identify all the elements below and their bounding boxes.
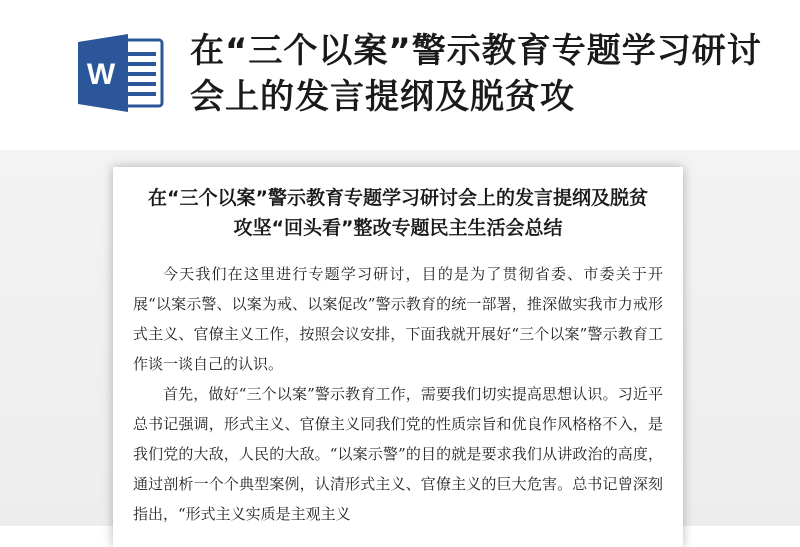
header xyxy=(0,0,800,150)
document-body xyxy=(133,259,663,529)
document-title: 在“三个以案”警示教育专题学习研讨会上的发言提纲及脱贫攻坚“回头看”整改专题民主生活会总结 xyxy=(148,187,648,239)
document-page xyxy=(113,167,683,547)
svg-text:W: W xyxy=(86,58,116,91)
header-title: 在“三个以案”警示教育专题学习研讨会上的发言提纲及脱贫攻 xyxy=(190,31,762,117)
paragraph-1: 今天我们在这里进行专题学习研讨，目的是为了贯彻省委、市委关于开展“以案示警、以案为戒、以案促改”警示教育的统一部署，推深做实我市力戒形式主义、官僚主义工作，按照会议安排，下面我就开展好“三个以案”警示教育工作谈一谈自己的认识。 xyxy=(133,265,663,373)
paragraph-2: 首先，做好“三个以案”警示教育工作，需要我们切实提高思想认识。习近平总书记强调，形式主义、官僚主义同我们党的性质宗旨和优良作风格格不入，是我们党的大敌，人民的大敌。“以案示警”的目的就是要求我们从讲政治的高度，通过剖析一个个典型案例，认清形式主义、官僚主义的巨大危害。总书记曾深刻指出，“形式主义实质是主观主义 xyxy=(133,385,663,523)
word-icon xyxy=(76,32,164,114)
